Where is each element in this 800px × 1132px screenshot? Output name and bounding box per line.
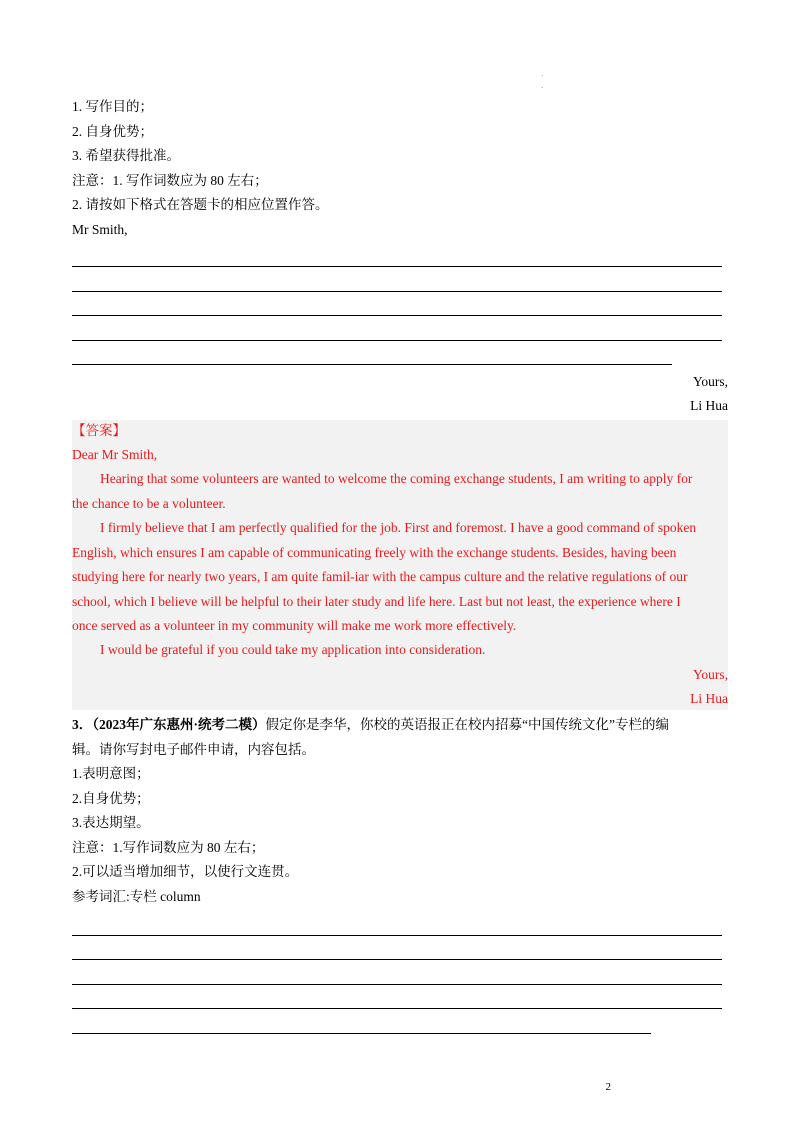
answer-line: Hearing that some volunteers are wanted to welcome the coming exchange students, I am writing to apply for [100, 471, 693, 486]
answer-line: school, which I believe will be helpful to their later study and life here. Last but not least, the experience where I [72, 594, 681, 609]
question-item: 2.自身优势； [72, 791, 150, 806]
answer-line: once served as a volunteer in my community will make me work more effectively. [72, 618, 517, 633]
writing-line [72, 935, 722, 936]
letter-salutation: Mr Smith, [72, 222, 128, 237]
letter-closing: Yours, [692, 374, 728, 389]
question-prompt: 假定你是李华，你校的英语报正在校内招募“中国传统文化”专栏的编 [265, 717, 669, 732]
question-note: 2.可以适当增加细节，以使行文连贯。 [72, 864, 299, 879]
question-prompt-continued: 辑。请你写封电子邮件申请，内容包括。 [72, 742, 315, 757]
question-source: （2023年广东惠州·统考二模） [92, 717, 266, 732]
letter-signature: Li Hua [690, 398, 728, 413]
answer-label: 【答案】 [72, 423, 126, 438]
header-mark: · [541, 72, 544, 80]
note-line: 注意：1. 写作词数应为 80 左右； [72, 173, 268, 188]
answer-line: the chance to be a volunteer. [72, 496, 226, 511]
writing-line [72, 1008, 722, 1009]
writing-line [72, 266, 722, 267]
header-marks [541, 70, 547, 94]
requirement-item: 1. 写作目的； [72, 99, 153, 114]
question-number: 3． [72, 717, 93, 732]
requirement-item: 3. 希望获得批准。 [72, 148, 180, 163]
answer-signature: Li Hua [690, 691, 728, 706]
requirement-item: 2. 自身优势； [72, 124, 153, 139]
reference-vocabulary: 参考词汇:专栏 column [72, 889, 201, 904]
answer-panel [72, 420, 728, 710]
question-note: 注意：1.写作词数应为 80 左右； [72, 840, 265, 855]
writing-line [72, 340, 722, 341]
answer-line: English, which ensures I am capable of communicating freely with the exchange students. Besides, having been [72, 545, 677, 560]
question-item: 1.表明意图； [72, 766, 150, 781]
answer-line: I firmly believe that I am perfectly qualified for the job. First and foremost. I have a good command of spoken [100, 520, 697, 535]
question-3-heading [72, 715, 669, 735]
header-mark: · [541, 84, 544, 92]
writing-line [72, 364, 672, 365]
writing-line [72, 959, 722, 960]
writing-line [72, 315, 722, 316]
question-item: 3.表达期望。 [72, 815, 150, 830]
writing-line [72, 984, 722, 985]
answer-line: studying here for nearly two years, I am quite famil-iar with the campus culture and the relative regulations of our [72, 569, 688, 584]
writing-line [72, 1033, 651, 1034]
page-number: 2 [605, 1081, 611, 1093]
note-line: 2. 请按如下格式在答题卡的相应位置作答。 [72, 197, 329, 212]
answer-line: I would be grateful if you could take my application into consideration. [100, 642, 486, 657]
answer-closing: Yours, [692, 667, 728, 682]
answer-greeting: Dear Mr Smith, [72, 447, 158, 462]
writing-line [72, 291, 722, 292]
